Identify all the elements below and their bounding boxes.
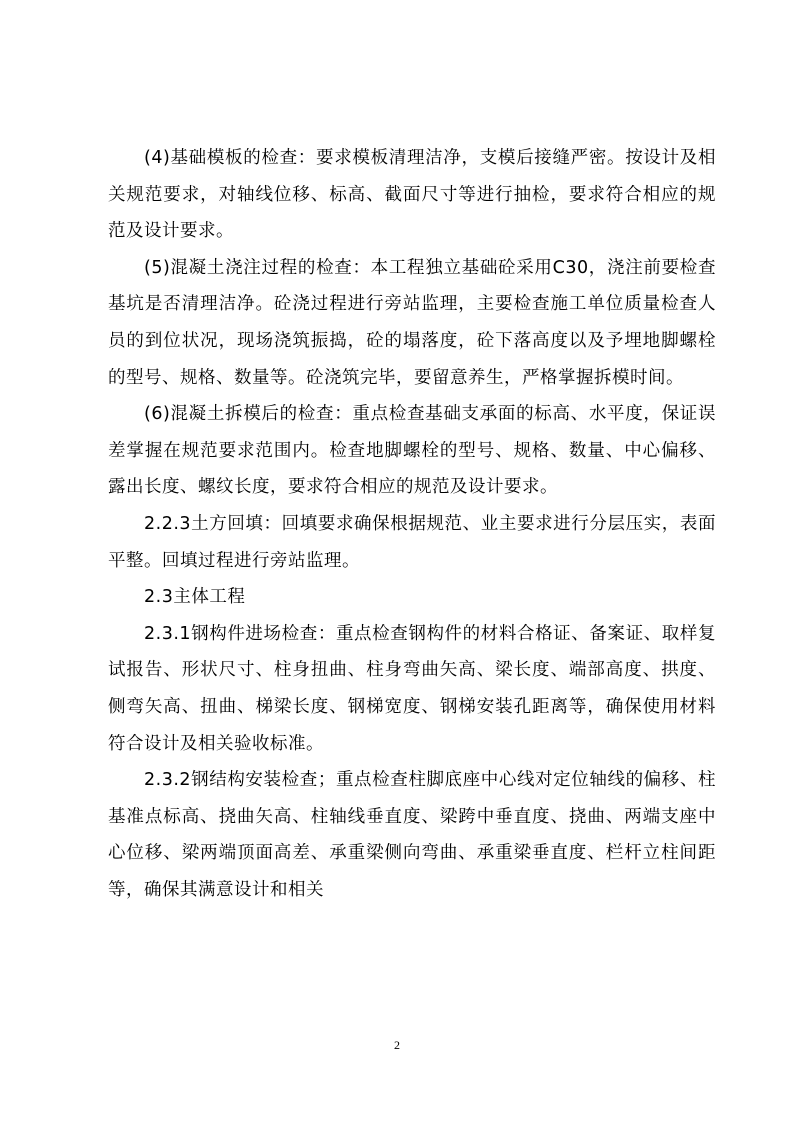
section-heading-main-structure: 2.3主体工程: [144, 587, 246, 608]
page-number: 2: [394, 1038, 400, 1052]
page-body: [108, 140, 716, 908]
paragraph-concrete-pouring-inspection: (5)混凝土浇注过程的检查：本工程独立基础砼采用C30，浇注前要检查基坑是否清理洁净。砼浇过程进行旁站监理，主要检查施工单位质量检查人员的到位状况，现场浇筑振捣，砼的塌落度，砼下落高度以及予埋地脚螺栓的型号、规格、数量等。砼浇筑完毕，要留意养生，严格掌握拆模时间。: [108, 257, 716, 388]
paragraph-formwork-removal-inspection: (6)混凝土拆模后的检查：重点检查基础支承面的标高、水平度，保证误差掌握在规范要求范围内。检查地脚螺栓的型号、规格、数量、中心偏移、露出长度、螺纹长度，要求符合相应的规范及设计要求。: [108, 404, 716, 498]
paragraph-steel-member-entry-inspection: 2.3.1钢构件进场检查：重点检查钢构件的材料合格证、备案证、取样复试报告、形状尺寸、柱身扭曲、柱身弯曲矢高、梁长度、端部高度、拱度、侧弯矢高、扭曲、梯梁长度、钢梯宽度、钢梯安装孔距离等，确保使用材料符合设计及相关验收标准。: [108, 623, 716, 754]
paragraph-earth-backfill: 2.2.3土方回填：回填要求确保根据规范、业主要求进行分层压实，表面平整。回填过程进行旁站监理。: [108, 513, 716, 571]
paragraph-formwork-inspection: (4)基础模板的检查：要求模板清理洁净，支模后接缝严密。按设计及相关规范要求，对轴线位移、标高、截面尺寸等进行抽检，要求符合相应的规范及设计要求。: [108, 148, 716, 242]
paragraph-steel-structure-installation-inspection: 2.3.2钢结构安装检查；重点检查柱脚底座中心线对定位轴线的偏移、柱基准点标高、挠曲矢高、柱轴线垂直度、梁跨中垂直度、挠曲、两端支座中心位移、梁两端顶面高差、承重梁侧向弯曲、承重梁垂直度、栏杆立柱间距等，确保其满意设计和相关: [108, 770, 716, 900]
